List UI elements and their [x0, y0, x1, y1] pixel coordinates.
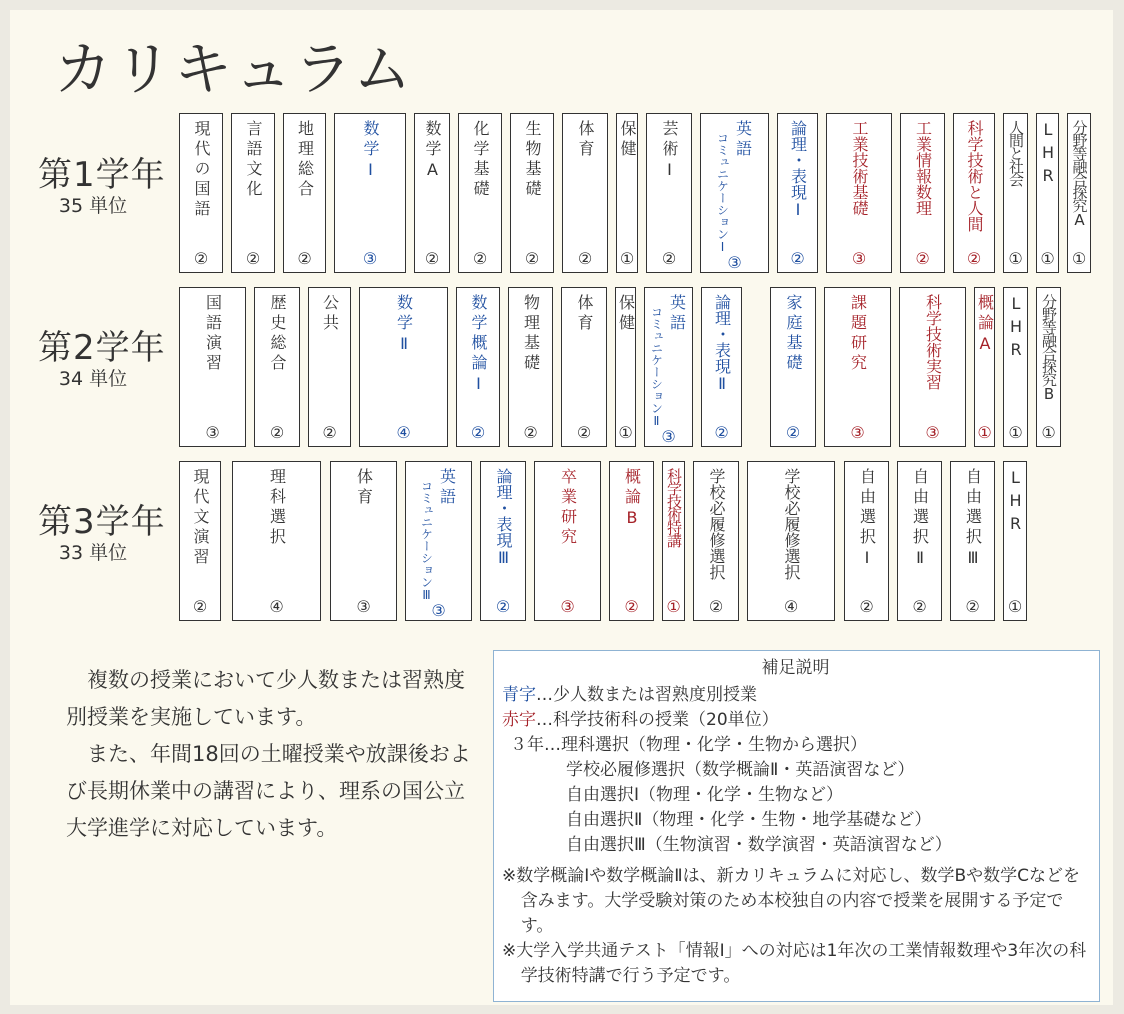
subject-credit: ② — [495, 597, 511, 616]
subject-name: 工業情報数理 — [913, 120, 933, 216]
year-label-1 — [38, 155, 166, 217]
subject-cell — [1067, 113, 1091, 273]
subject-credit: ③ — [205, 423, 220, 442]
year3-item: 自由選択Ⅲ（生物演習・数学演習・英語演習など） — [566, 835, 952, 855]
subject-cell — [480, 461, 526, 621]
footnote: ※大学入学共通テスト「情報Ⅰ」への対応は1年次の工業情報数理や3年次の科学技術特講で行う予定です。 — [502, 941, 1087, 986]
subject-name: 保健 — [616, 294, 636, 334]
subject-cell — [1036, 287, 1061, 447]
year3-line: ３年…理科選択（物理・化学・生物から選択） — [510, 735, 867, 755]
subject-credit: ③ — [362, 249, 378, 268]
subject-credit: ② — [192, 597, 208, 616]
year-title: 第1学年 — [38, 155, 166, 195]
subject-credit: ② — [297, 249, 312, 268]
subject-credit: ② — [470, 423, 486, 442]
subject-cell — [950, 461, 995, 621]
subject-name: 論理・表現Ⅰ — [788, 120, 808, 219]
subject-cell — [646, 113, 692, 273]
subject-name: 分野等融合探究A — [1070, 120, 1089, 227]
subject-credit: ② — [524, 249, 540, 268]
subject-credit: ② — [523, 423, 538, 442]
subject-cell — [701, 287, 742, 447]
subject-name: 国語演習 — [203, 294, 223, 374]
subject-credit: ① — [1008, 249, 1023, 268]
subject-credit: ① — [619, 249, 635, 268]
subject-cell — [414, 113, 450, 273]
subject-cell — [179, 287, 246, 447]
subject-cell — [974, 287, 995, 447]
subject-credit: ② — [785, 423, 801, 442]
subject-cell — [824, 287, 891, 447]
subject-credit: ② — [245, 249, 261, 268]
subject-credit: ② — [193, 249, 209, 268]
subject-name: 英語 — [733, 120, 753, 160]
subject-name: 人間と社会 — [1007, 120, 1025, 185]
subject-subname: コミュニケーションⅢ — [419, 480, 434, 602]
subject-cell — [254, 287, 300, 447]
subject-credit: ① — [1008, 423, 1023, 442]
subject-cell — [510, 113, 554, 273]
subject-name: 地理総合 — [295, 120, 315, 200]
subject-name: 工業技術基礎 — [850, 120, 869, 216]
year-units: 35 単位 — [58, 195, 128, 217]
subject-credit: ① — [1007, 597, 1023, 616]
subject-cell — [770, 287, 816, 447]
subject-credit: ② — [576, 423, 592, 442]
subject-credit: ② — [965, 597, 980, 616]
subject-name-wrap — [715, 120, 755, 254]
subject-cell — [615, 287, 636, 447]
subject-cell — [562, 113, 608, 273]
year3-item: 自由選択Ⅱ（物理・化学・生物・地学基礎など） — [566, 810, 932, 830]
subject-credit: ② — [708, 597, 724, 616]
subject-name: 数学Ⅰ — [361, 120, 380, 183]
subject-cell — [179, 461, 221, 621]
year3-item: 自由選択Ⅰ（物理・化学・生物など） — [566, 785, 844, 805]
subject-name: 数学Ⅱ — [394, 294, 414, 357]
subject-name: 数学概論Ⅰ — [469, 294, 488, 397]
subject-cell — [359, 287, 448, 447]
subject-cell — [897, 461, 942, 621]
subject-name: 論理・表現Ⅱ — [712, 294, 732, 393]
subject-name: 英語 — [437, 468, 457, 508]
year3-item: 学校必履修選択（数学概論Ⅱ・英語演習など） — [566, 760, 915, 780]
year-units: 33 単位 — [58, 542, 128, 564]
subject-cell — [609, 461, 654, 621]
subject-credit: ③ — [925, 423, 940, 442]
subject-cell — [826, 113, 892, 273]
subject-subname: コミュニケーションⅠ — [715, 132, 730, 254]
subject-cell — [179, 113, 223, 273]
subject-credit: ① — [977, 423, 992, 442]
subject-name: 論理・表現Ⅲ — [494, 468, 513, 567]
red-legend — [502, 708, 1089, 733]
subject-cell — [308, 287, 351, 447]
subject-credit: ① — [1071, 249, 1087, 268]
subject-credit: ② — [661, 249, 677, 268]
subject-name: 科学技術と人間 — [965, 120, 984, 232]
subject-credit: ② — [915, 249, 930, 268]
subject-name: LHR — [1006, 468, 1025, 537]
subject-cell — [405, 461, 472, 621]
subject-name: 学校必履修選択 — [707, 468, 726, 580]
subject-credit: ③ — [851, 249, 867, 268]
subject-cell — [1003, 113, 1028, 273]
subject-cell — [693, 461, 739, 621]
subject-credit: ② — [859, 597, 874, 616]
subject-cell — [232, 461, 321, 621]
notes-box — [493, 650, 1100, 1002]
subject-credit: ③ — [356, 597, 371, 616]
subject-name: LHR — [1006, 294, 1026, 363]
subject-name: 課題研究 — [848, 294, 868, 374]
subject-cell — [777, 113, 818, 273]
subject-cell — [534, 461, 601, 621]
subject-credit: ② — [912, 597, 927, 616]
subject-credit: ② — [577, 249, 593, 268]
subject-cell — [953, 113, 995, 273]
subject-credit: ③ — [431, 601, 446, 620]
subject-cell — [700, 113, 769, 273]
subject-cell — [900, 113, 945, 273]
subject-cell — [330, 461, 397, 621]
subject-cell — [616, 113, 638, 273]
year-units: 34 単位 — [58, 368, 128, 390]
subject-name: 芸術Ⅰ — [660, 120, 679, 183]
subject-name: 科学技術特講 — [665, 468, 683, 546]
subject-name: 理科選択 — [267, 468, 287, 548]
subject-credit: ① — [618, 423, 633, 442]
footnote: ※数学概論Ⅰや数学概論Ⅱは、新カリキュラムに対応し、数学Bや数学Cなどを含みます。大学受験対策のため本校独自の内容で授業を展開する予定です。 — [502, 866, 1080, 936]
subject-credit: ③ — [560, 597, 575, 616]
subject-name: 現代文演習 — [191, 468, 210, 568]
subject-name: 体育 — [354, 468, 374, 508]
subject-cell — [561, 287, 607, 447]
subject-name: 自由選択Ⅰ — [857, 468, 877, 571]
subject-name: 体育 — [576, 120, 595, 160]
subject-subname: コミュニケーションⅡ — [649, 306, 664, 428]
subject-cell — [283, 113, 326, 273]
subject-name: 生物基礎 — [523, 120, 542, 200]
year-title: 第3学年 — [38, 502, 166, 542]
subject-credit: ② — [269, 423, 285, 442]
subject-name: 公共 — [320, 294, 340, 334]
subject-credit: ③ — [661, 427, 676, 446]
subject-credit: ③ — [850, 423, 865, 442]
subject-cell — [508, 287, 553, 447]
subject-cell — [456, 287, 500, 447]
blue-legend — [502, 683, 1089, 708]
subject-name: 現代の国語 — [192, 120, 211, 220]
subject-credit: ③ — [727, 253, 742, 272]
subject-credit: ① — [666, 597, 681, 616]
subject-name: 英語 — [667, 294, 687, 334]
subject-cell — [1036, 113, 1059, 273]
subject-name: 概論B — [622, 468, 642, 531]
subject-credit: ④ — [396, 423, 411, 442]
subject-name-wrap — [419, 468, 459, 602]
subject-cell — [334, 113, 406, 273]
subject-credit: ② — [624, 597, 639, 616]
subject-credit: ① — [1040, 249, 1055, 268]
description-paragraph-2: また、年間18回の土曜授業や放課後および長期休業中の講習により、理系の国公立大学進学に対応しています。 — [66, 742, 471, 840]
subject-cell — [458, 113, 502, 273]
subject-name: 保健 — [618, 120, 637, 160]
notes-title: 補足説明 — [761, 658, 830, 678]
subject-name: 科学技術実習 — [923, 294, 943, 390]
subject-name: 化学基礎 — [471, 120, 490, 200]
year-label-3 — [38, 502, 166, 564]
subject-cell — [1003, 461, 1027, 621]
year-label-2 — [38, 328, 166, 390]
blue-desc: …少人数または習熟度別授業 — [536, 685, 757, 705]
subject-credit: ④ — [783, 597, 799, 616]
subject-credit: ② — [472, 249, 488, 268]
subject-name: 物理基礎 — [521, 294, 541, 374]
subject-name: 分野等融合探究B — [1040, 294, 1058, 401]
subject-name: 学校必履修選択 — [782, 468, 801, 580]
subject-name: 自由選択Ⅱ — [910, 468, 930, 571]
red-key: 赤字 — [502, 710, 536, 730]
subject-credit: ② — [322, 423, 337, 442]
curriculum-page — [10, 10, 1113, 1005]
subject-credit: ② — [966, 249, 982, 268]
subject-name: 体育 — [575, 294, 594, 334]
subject-name: 家庭基礎 — [784, 294, 803, 374]
subject-name: 卒業研究 — [558, 468, 578, 548]
subject-credit: ② — [424, 249, 440, 268]
subject-name: 数学A — [423, 120, 442, 183]
subject-cell — [231, 113, 275, 273]
description-text — [66, 662, 476, 847]
subject-cell — [662, 461, 685, 621]
subject-cell — [899, 287, 966, 447]
subject-credit: ② — [714, 423, 729, 442]
year-title: 第2学年 — [38, 328, 166, 368]
subject-name: 自由選択Ⅲ — [963, 468, 983, 571]
subject-credit: ② — [790, 249, 805, 268]
subject-cell — [844, 461, 889, 621]
page-title: カリキュラム — [54, 35, 414, 103]
blue-key: 青字 — [502, 685, 536, 705]
description-paragraph-1: 複数の授業において少人数または習熟度別授業を実施しています。 — [66, 668, 465, 729]
subject-name: 歴史総合 — [268, 294, 287, 374]
subject-name: 言語文化 — [244, 120, 263, 200]
subject-name: LHR — [1038, 120, 1058, 189]
subject-credit: ① — [1041, 423, 1056, 442]
subject-cell — [644, 287, 693, 447]
subject-cell — [747, 461, 835, 621]
subject-cell — [1003, 287, 1028, 447]
subject-name-wrap — [649, 294, 689, 428]
red-desc: …科学技術科の授業（20単位） — [536, 710, 779, 730]
subject-credit: ④ — [269, 597, 284, 616]
subject-name: 概論A — [975, 294, 995, 357]
